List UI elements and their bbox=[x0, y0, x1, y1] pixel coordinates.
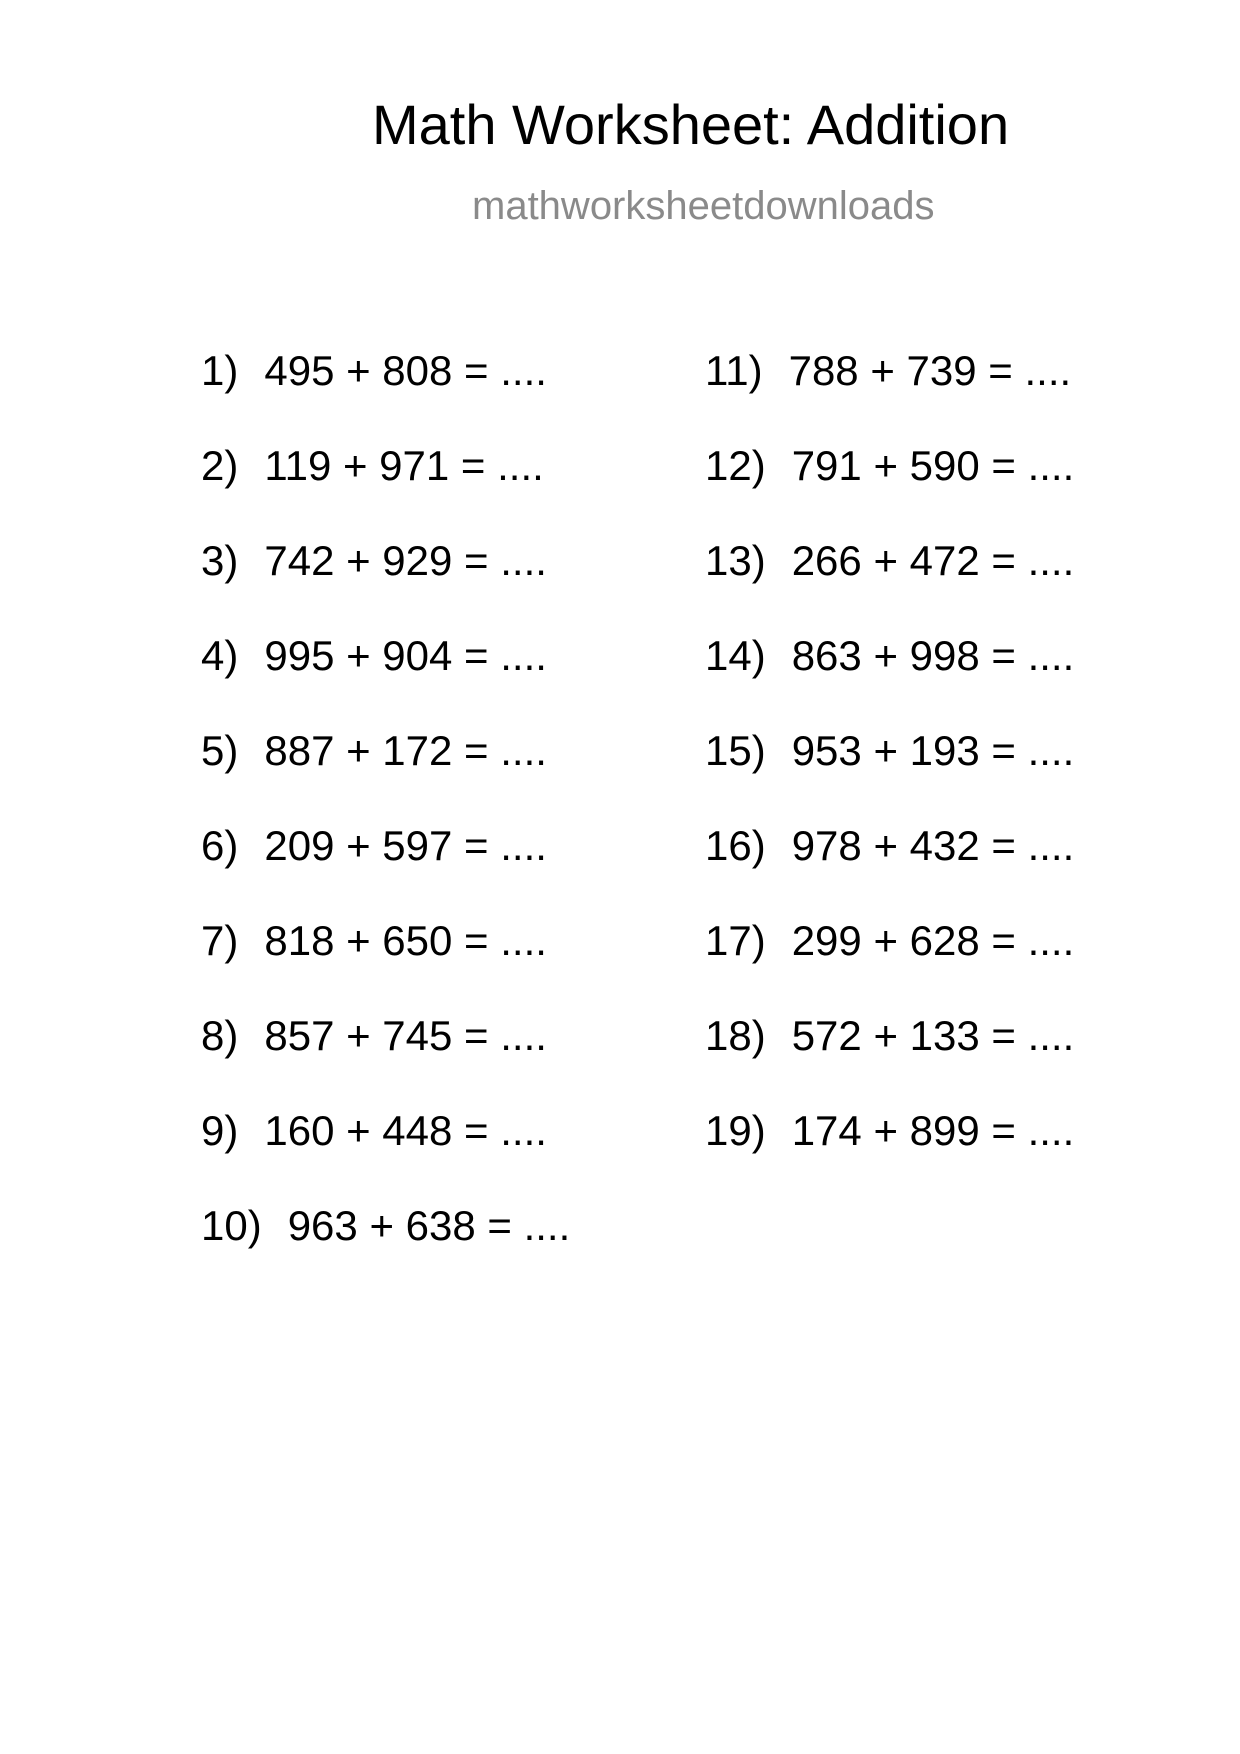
problem-expression: 209 + 597 = .... bbox=[264, 822, 547, 869]
problem-item bbox=[705, 444, 1074, 539]
problem-expression: 299 + 628 = .... bbox=[791, 917, 1075, 964]
problem-expression: 857 + 745 = .... bbox=[264, 1012, 547, 1059]
problem-expression: 119 + 971 = .... bbox=[264, 442, 544, 489]
problem-number: 8) bbox=[201, 1012, 239, 1059]
problem-item bbox=[201, 1109, 570, 1204]
problem-number: 15) bbox=[705, 727, 766, 774]
problem-item bbox=[201, 729, 570, 824]
problem-item bbox=[705, 349, 1074, 444]
problem-item bbox=[705, 634, 1074, 729]
problem-number: 11) bbox=[705, 347, 763, 394]
problem-number: 18) bbox=[705, 1012, 766, 1059]
problem-number: 3) bbox=[201, 537, 239, 584]
problem-expression: 963 + 638 = .... bbox=[287, 1202, 571, 1249]
problem-item bbox=[705, 919, 1074, 1014]
problem-item bbox=[201, 1014, 570, 1109]
problem-item bbox=[201, 824, 570, 919]
problem-item bbox=[705, 1109, 1074, 1204]
problem-number: 14) bbox=[705, 632, 766, 679]
problem-expression: 495 + 808 = .... bbox=[264, 347, 547, 394]
worksheet-title: Math Worksheet: Addition bbox=[372, 93, 1010, 156]
problem-item bbox=[705, 824, 1074, 919]
problem-expression: 572 + 133 = .... bbox=[791, 1012, 1075, 1059]
problem-expression: 174 + 899 = .... bbox=[791, 1107, 1075, 1154]
problem-expression: 791 + 590 = .... bbox=[791, 442, 1075, 489]
problem-number: 17) bbox=[705, 917, 766, 964]
problem-number: 1) bbox=[201, 347, 239, 394]
problem-number: 2) bbox=[201, 442, 239, 489]
problem-item bbox=[201, 634, 570, 729]
problem-number: 4) bbox=[201, 632, 239, 679]
problem-expression: 160 + 448 = .... bbox=[264, 1107, 547, 1154]
problem-item bbox=[201, 444, 570, 539]
problem-number: 13) bbox=[705, 537, 766, 584]
problem-number: 7) bbox=[201, 917, 239, 964]
problem-item bbox=[201, 539, 570, 634]
problem-item bbox=[201, 1204, 570, 1299]
problem-item bbox=[201, 349, 570, 444]
problem-expression: 995 + 904 = .... bbox=[264, 632, 547, 679]
problem-item bbox=[705, 729, 1074, 824]
problem-column-right bbox=[705, 349, 1074, 1204]
problem-expression: 818 + 650 = .... bbox=[264, 917, 547, 964]
problem-item bbox=[705, 539, 1074, 634]
problem-expression: 863 + 998 = .... bbox=[791, 632, 1075, 679]
problem-column-left bbox=[201, 349, 570, 1299]
problem-number: 6) bbox=[201, 822, 239, 869]
problem-number: 9) bbox=[201, 1107, 239, 1154]
problem-item bbox=[201, 919, 570, 1014]
problem-number: 5) bbox=[201, 727, 239, 774]
worksheet-subtitle: mathworksheetdownloads bbox=[472, 184, 935, 228]
problem-expression: 953 + 193 = .... bbox=[791, 727, 1075, 774]
problem-item bbox=[705, 1014, 1074, 1109]
problem-expression: 788 + 739 = .... bbox=[788, 347, 1072, 394]
problem-expression: 742 + 929 = .... bbox=[264, 537, 547, 584]
problem-expression: 887 + 172 = .... bbox=[264, 727, 547, 774]
problem-expression: 266 + 472 = .... bbox=[791, 537, 1075, 584]
problem-number: 19) bbox=[705, 1107, 766, 1154]
problem-number: 12) bbox=[705, 442, 766, 489]
problem-number: 16) bbox=[705, 822, 766, 869]
problem-number: 10) bbox=[201, 1202, 262, 1249]
problem-expression: 978 + 432 = .... bbox=[791, 822, 1075, 869]
